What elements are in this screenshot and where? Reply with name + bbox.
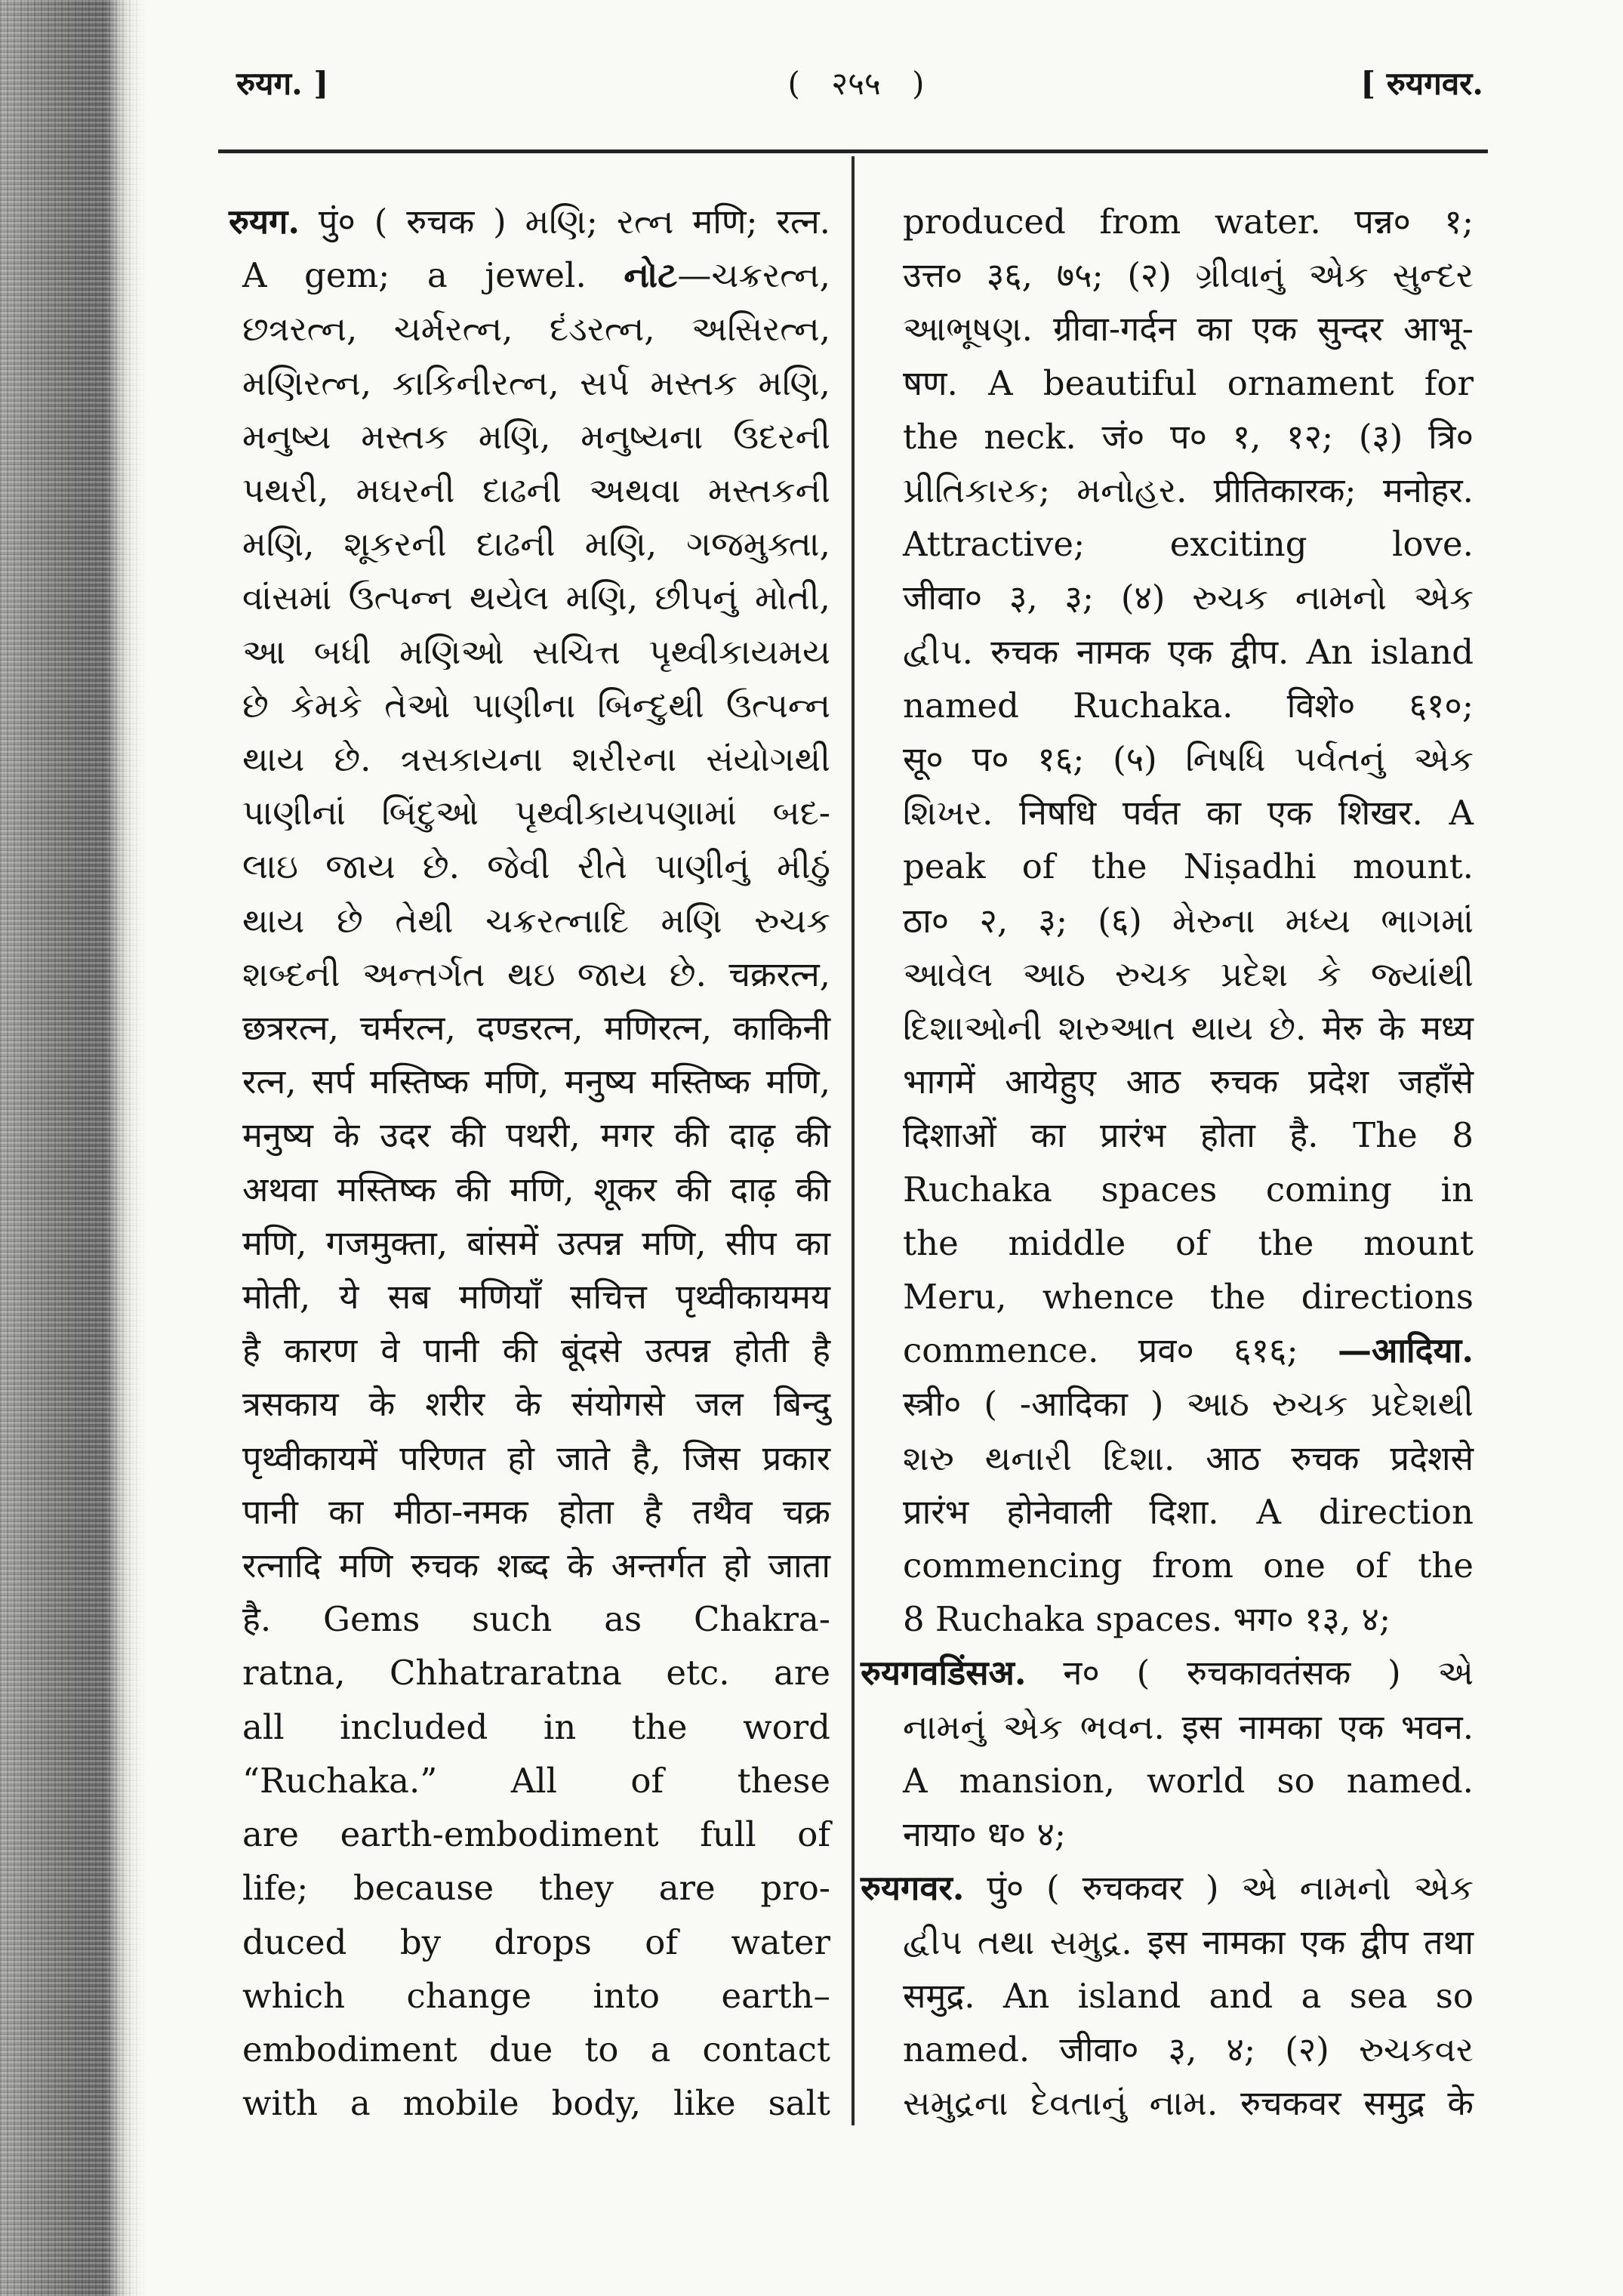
text-line [861, 1108, 1474, 1162]
text-segment: प्रारंभ होनेवाली दिशा. A direction [903, 1491, 1474, 1532]
text-segment: अथवा मस्तिष्क की मणि, शूकर की दाढ़ की [242, 1169, 830, 1210]
text-segment: त्रसकाय के शरीर के संयोगसे जल बिन्दु [242, 1384, 830, 1425]
text-segment: મણિ, શૂકરની દાઢની મણિ, ગજમુક્તા, [242, 524, 830, 565]
text-segment: દ્વીપ. रुचक नामक एक द्वीप. An island [903, 631, 1474, 672]
text-line [229, 1700, 830, 1754]
text-line [229, 1377, 830, 1431]
text-line [229, 1861, 830, 1915]
text-segment: duced by drops of water [242, 1922, 830, 1962]
headword: —आदिया. [1338, 1330, 1474, 1371]
text-line [229, 248, 830, 302]
text-line [229, 894, 830, 948]
text-segment: न० ( रुचकावतंसक ) એ [1026, 1653, 1474, 1693]
text-line [229, 732, 830, 786]
text-segment: पुं० ( रुचकवर ) એ નામનો એક [964, 1868, 1474, 1909]
text-segment: उत्त० ३६, ७५; (२) ગ્રીવાનું એક સુન્દર [903, 255, 1474, 296]
text-segment: પ્રીતિકારક; મનોહર. प्रीतिकारक; मनोहर. [903, 470, 1474, 511]
text-segment: આ બધી મણિઓ સચિત્ત પૃથ્વીકાયમય [242, 631, 830, 672]
text-line [861, 1001, 1474, 1055]
text-line [229, 1808, 830, 1861]
text-segment: આભૂષણ. ग्रीवा-गर्दन का एक सुन्दर आभू- [903, 309, 1474, 350]
text-segment: all included in the word [242, 1706, 830, 1747]
binding-shadow [0, 0, 147, 2296]
text-segment: with a mobile body, like salt [242, 2083, 830, 2124]
text-line [861, 2023, 1474, 2076]
text-line [229, 1754, 830, 1808]
text-segment: commence. प्रव० ६१६; [903, 1330, 1338, 1371]
text-segment: થાય છે તેથી ચક્રરત્નાદિ મણિ રુચક [242, 900, 830, 941]
text-segment: Ruchaka spaces coming in [903, 1169, 1474, 1210]
text-line [229, 1055, 830, 1108]
text-line [861, 786, 1474, 840]
text-line [861, 302, 1474, 356]
text-line [861, 410, 1474, 464]
text-line [229, 1969, 830, 2023]
headword: रुयग. [229, 202, 300, 242]
note-label: નોટ [624, 255, 678, 296]
text-segment: A mansion, world so named. [903, 1760, 1474, 1801]
text-line [861, 1754, 1474, 1808]
text-line [229, 1592, 830, 1646]
text-segment: A gem; a jewel. [242, 255, 624, 296]
text-segment: ठा० २, ३; (६) મેરુના મધ્ય ભાગમાં [903, 900, 1474, 941]
text-line [229, 679, 830, 732]
page-number: ( २५५ ) [787, 65, 925, 102]
entry-start-line [229, 195, 830, 248]
text-line [861, 248, 1474, 302]
text-line [861, 1216, 1474, 1270]
text-line [861, 1539, 1474, 1592]
text-line [861, 1270, 1474, 1324]
column-right [861, 195, 1474, 2130]
text-line [229, 517, 830, 571]
text-line [861, 571, 1474, 624]
text-segment: समुद्र. An island and a sea so [903, 1975, 1474, 2016]
text-segment: પથરી, મઘરની દાઢની અથવા મસ્તકની [242, 470, 830, 511]
text-line [861, 1915, 1474, 1969]
text-segment: षण. A beautiful ornament for [903, 362, 1474, 403]
text-segment: 8 Ruchaka spaces. भग० १३, ४; [903, 1599, 1391, 1640]
text-line [229, 948, 830, 1001]
text-line [861, 840, 1474, 893]
text-segment: મણિરત્ન, કાકિનીરત્ન, સર્પ મસ્તક મણિ, [242, 362, 830, 403]
text-segment: स्त्री० ( -आदिका ) આઠ રુચક પ્રદેશથી [903, 1384, 1474, 1425]
text-segment: Attractive; exciting love. [903, 524, 1474, 565]
text-segment: છત્રરત્ન, ચર્મરત્ન, દંડરત્ન, અસિરત્ન, [242, 309, 830, 350]
headword: रुयगवर. [861, 1868, 965, 1909]
text-line [229, 2023, 830, 2076]
text-segment: produced from water. पन्न० १; [903, 202, 1474, 242]
text-line [229, 1163, 830, 1216]
text-segment: named Ruchaka. विशे० ६१०; [903, 685, 1474, 726]
text-line [229, 840, 830, 893]
text-segment: શબ્દની અન્તર્ગત થઇ જાય છે. चक्ररत्न, [242, 954, 830, 994]
text-segment: सू० प० १६; (५) નિષધિ પર્વતનું એક [903, 739, 1474, 780]
text-segment: peak of the Niṣadhi mount. [903, 846, 1474, 887]
text-line [861, 195, 1474, 248]
text-line [861, 948, 1474, 1001]
text-segment: है. Gems such as Chakra- [242, 1599, 830, 1640]
text-line [861, 1432, 1474, 1485]
text-line [861, 2076, 1474, 2130]
text-line [861, 1485, 1474, 1539]
text-line [861, 1700, 1474, 1754]
text-segment: શિખર. निषधि पर्वत का एक शिखर. A [903, 793, 1474, 834]
text-line [229, 1001, 830, 1055]
text-segment: પાણીનાં બિંદુઓ પૃથ્વીકાયપણામાં બદ- [242, 793, 830, 834]
text-line [861, 464, 1474, 517]
text-line [861, 1808, 1474, 1861]
text-line [229, 625, 830, 679]
text-segment: the neck. जं० प० १, १२; (३) त्रि० [903, 416, 1474, 457]
text-segment: ratna, Chhatraratna etc. are [242, 1653, 830, 1693]
text-segment: named. जीवा० ३, ४; (२) રુચકવર [903, 2029, 1474, 2069]
entry-start-line [861, 1646, 1474, 1700]
text-line [861, 1163, 1474, 1216]
text-line [229, 464, 830, 517]
text-line [861, 1055, 1474, 1108]
text-segment: સમુદ્રના દેવતાનું નામ. रुचकवर समुद्र के [903, 2083, 1474, 2124]
text-segment: વાંસમાં ઉત્પન્ન થયેલ મણિ, છીપનું મોતી, [242, 578, 830, 618]
text-segment: पृथ्वीकायमें परिणत हो जाते है, जिस प्रकार [242, 1438, 830, 1478]
text-segment: the middle of the mount [903, 1222, 1474, 1263]
text-line [861, 517, 1474, 571]
text-line [861, 625, 1474, 679]
running-head-left: रुयग. ] [236, 65, 329, 102]
text-segment: “Ruchaka.” All of these [242, 1760, 830, 1801]
running-head-right: [ रुयगवर. [1360, 65, 1483, 102]
headword: रुयगवडिंसअ. [861, 1653, 1027, 1693]
text-line [229, 1270, 830, 1324]
header-rule [218, 149, 1488, 153]
text-line [229, 786, 830, 840]
text-segment: रत्नादि मणि रुचक शब्द के अन्तर्गत हो जाता [242, 1546, 830, 1586]
text-segment: पुं० ( रुचक ) મણિ; રત્ન मणि; रत्न. [300, 202, 830, 242]
text-segment: નામનું એક ભવન. इस नामका एक भवन. [903, 1706, 1474, 1747]
text-segment: which change into earth– [242, 1975, 830, 2016]
column-divider [852, 156, 855, 2125]
text-line [229, 1646, 830, 1700]
text-segment: commencing from one of the [903, 1546, 1474, 1586]
text-segment: है कारण वे पानी की बूंदसे उत्पन्न होती है [242, 1330, 830, 1371]
text-line [229, 1108, 830, 1162]
text-segment: मनुष्य के उदर की पथरी, मगर की दाढ़ की [242, 1115, 830, 1156]
text-line [229, 1324, 830, 1377]
text-segment: મનુષ્ય મસ્તક મણિ, મનુષ્યના ઉદરની [242, 416, 830, 457]
text-line [229, 410, 830, 464]
text-line [229, 302, 830, 356]
text-line [861, 1969, 1474, 2023]
text-line [229, 356, 830, 410]
text-segment: छत्ररत्न, चर्मरत्न, दण्डरत्न, मणिरत्न, काकिनी [242, 1008, 830, 1049]
text-segment: શરુ થનારી દિશા. आठ रुचक प्रदेशसे [903, 1438, 1474, 1478]
text-segment: मोती, ये सब मणियाँ सचित्त पृथ्वीकायमय [242, 1277, 830, 1318]
text-line [229, 1432, 830, 1485]
text-segment: पानी का मीठा-नमक होता है तथैव चक्र [242, 1491, 830, 1532]
text-segment: भागमें आयेहुए आठ रुचक प्रदेश जहाँसे [903, 1062, 1474, 1102]
text-segment: जीवा० ३, ३; (४) રુચક નામનો એક [903, 578, 1474, 618]
text-line [229, 1216, 830, 1270]
text-segment: છે કેમકે તેઓ પાણીના બિન્દુથી ઉત્પન્ન [242, 685, 830, 726]
text-line [861, 1324, 1474, 1377]
text-segment: —ચક્રરત્ન, [677, 255, 830, 296]
text-line [861, 1377, 1474, 1431]
text-segment: मणि, गजमुक्ता, बांसमें उत्पन्न मणि, सीप का [242, 1222, 830, 1263]
text-line [229, 571, 830, 624]
text-segment: દ્વીપ તથા સમુદ્ર. इस नामका एक द्वीप तथा [903, 1922, 1474, 1962]
text-line [861, 732, 1474, 786]
text-segment: दिशाओं का प्रारंभ होता है. The 8 [903, 1115, 1474, 1156]
text-line [229, 1485, 830, 1539]
text-line [861, 1592, 1474, 1646]
text-line [229, 1539, 830, 1592]
text-segment: embodiment due to a contact [242, 2029, 830, 2069]
entry-start-line [861, 1861, 1474, 1915]
text-line [229, 1915, 830, 1969]
text-segment: આવેલ આઠ રુચક પ્રદેશ કે જ્યાંથી [903, 954, 1474, 994]
text-segment: life; because they are pro- [242, 1868, 830, 1909]
column-left [229, 195, 830, 2130]
text-line [861, 894, 1474, 948]
text-segment: Meru, whence the directions [903, 1277, 1474, 1318]
text-segment: થાય છે. ત્રસકાયના શરીરના સંયોગથી [242, 739, 830, 780]
text-segment: દિશાઓની શરુઆત થાય છે. मेरु के मध्य [903, 1008, 1474, 1049]
text-segment: नाया० ध० ४; [903, 1814, 1067, 1855]
text-line [861, 356, 1474, 410]
text-line [229, 2076, 830, 2130]
text-segment: લાઇ જાય છે. જેવી રીતે પાણીનું મીઠું [242, 846, 830, 887]
text-segment: are earth-embodiment full of [242, 1814, 830, 1855]
text-segment: रत्न, सर्प मस्तिष्क मणि, मनुष्य मस्तिष्क मणि, [242, 1062, 830, 1102]
text-line [861, 679, 1474, 732]
